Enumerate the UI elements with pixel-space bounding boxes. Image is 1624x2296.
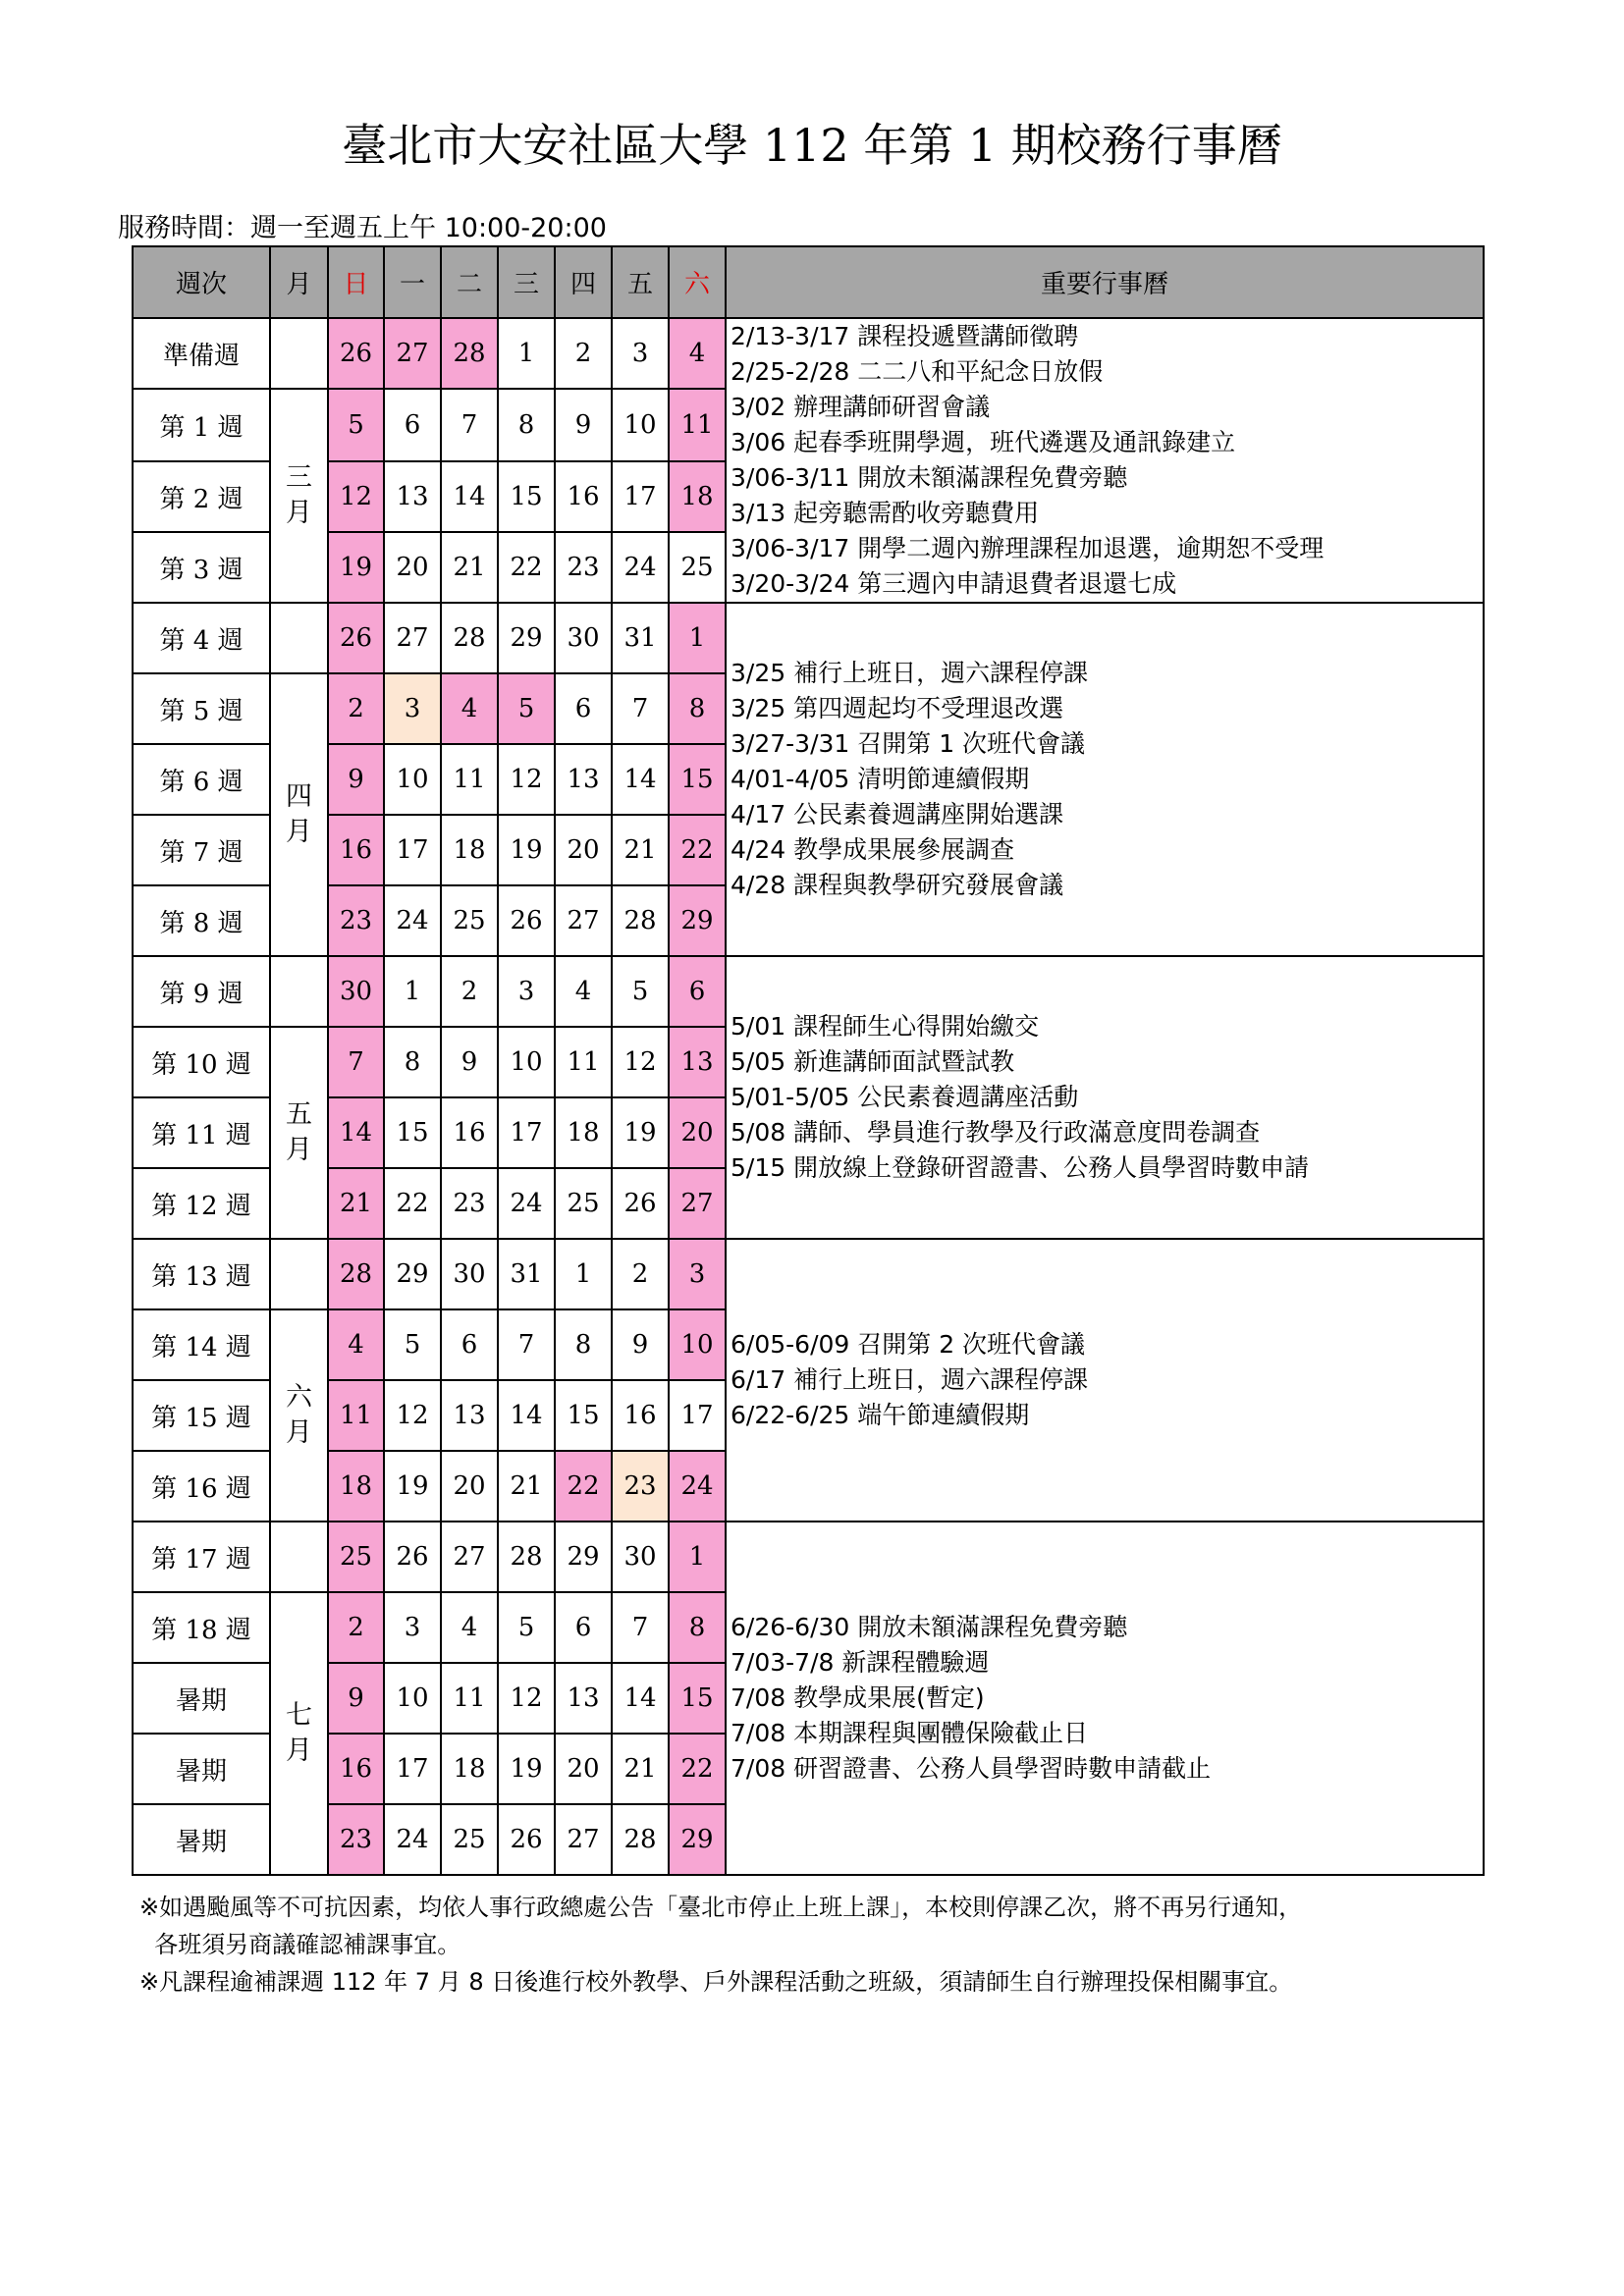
day-cell: 28 (498, 1522, 555, 1592)
month-char: 月 (286, 1135, 312, 1165)
day-cell: 27 (555, 1804, 612, 1875)
day-cell: 7 (612, 673, 669, 744)
day-cell: 19 (612, 1097, 669, 1168)
event-line: 3/13 起旁聽需酌收旁聽費用 (731, 499, 1040, 527)
header-saturday: 六 (669, 246, 726, 318)
day-cell: 25 (441, 1804, 498, 1875)
header-sunday: 日 (328, 246, 384, 318)
day-cell: 11 (328, 1380, 384, 1451)
events-cell (726, 956, 1484, 1239)
event-line: 3/02 辦理講師研習會議 (731, 393, 991, 421)
day-cell: 13 (669, 1027, 726, 1097)
month-char: 四 (286, 781, 312, 812)
event-line: 3/20-3/24 第三週內申請退費者退還七成 (731, 569, 1177, 598)
day-cell: 1 (669, 603, 726, 673)
day-cell: 4 (669, 318, 726, 389)
month-label (270, 1592, 328, 1875)
day-cell: 16 (555, 461, 612, 532)
day-cell: 25 (328, 1522, 384, 1592)
week-row (133, 1522, 1484, 1592)
day-cell: 29 (384, 1239, 441, 1309)
day-cell: 22 (669, 815, 726, 885)
day-cell: 21 (612, 815, 669, 885)
day-cell: 19 (328, 532, 384, 603)
week-label: 第 11 週 (133, 1097, 270, 1168)
day-cell: 16 (612, 1380, 669, 1451)
day-cell: 1 (384, 956, 441, 1027)
day-cell: 28 (441, 318, 498, 389)
day-cell: 20 (441, 1451, 498, 1522)
header-week: 週次 (133, 246, 270, 318)
day-cell: 2 (328, 1592, 384, 1663)
event-line: 7/03-7/8 新課程體驗週 (731, 1648, 990, 1677)
day-cell: 24 (384, 885, 441, 956)
week-label: 第 6 週 (133, 744, 270, 815)
day-cell: 27 (384, 318, 441, 389)
week-row (133, 956, 1484, 1027)
header-month: 月 (270, 246, 328, 318)
day-cell: 27 (441, 1522, 498, 1592)
day-cell: 23 (612, 1451, 669, 1522)
day-cell: 9 (441, 1027, 498, 1097)
day-cell: 29 (555, 1522, 612, 1592)
day-cell: 21 (441, 532, 498, 603)
day-cell: 13 (441, 1380, 498, 1451)
day-cell: 19 (498, 1734, 555, 1804)
month-empty (270, 1522, 328, 1592)
week-label: 第 4 週 (133, 603, 270, 673)
day-cell: 9 (328, 1663, 384, 1734)
day-cell: 3 (669, 1239, 726, 1309)
day-cell: 30 (441, 1239, 498, 1309)
day-cell: 30 (612, 1522, 669, 1592)
event-line: 3/06 起春季班開學週，班代遴選及通訊錄建立 (731, 428, 1236, 456)
event-line: 5/01-5/05 公民素養週講座活動 (731, 1083, 1079, 1111)
day-cell: 11 (669, 389, 726, 461)
day-cell: 6 (384, 389, 441, 461)
day-cell: 12 (498, 744, 555, 815)
header-wednesday: 三 (498, 246, 555, 318)
day-cell: 15 (555, 1380, 612, 1451)
day-cell: 21 (328, 1168, 384, 1239)
day-cell: 8 (669, 673, 726, 744)
day-cell: 7 (441, 389, 498, 461)
week-label: 第 1 週 (133, 389, 270, 461)
day-cell: 7 (612, 1592, 669, 1663)
day-cell: 9 (328, 744, 384, 815)
day-cell: 2 (328, 673, 384, 744)
day-cell: 25 (441, 885, 498, 956)
week-label: 第 8 週 (133, 885, 270, 956)
day-cell: 18 (441, 815, 498, 885)
day-cell: 25 (555, 1168, 612, 1239)
day-cell: 28 (612, 1804, 669, 1875)
day-cell: 20 (384, 532, 441, 603)
day-cell: 30 (328, 956, 384, 1027)
day-cell: 27 (669, 1168, 726, 1239)
day-cell: 22 (384, 1168, 441, 1239)
month-label (270, 1027, 328, 1239)
event-line: 5/15 開放線上登錄研習證書、公務人員學習時數申請 (731, 1153, 1310, 1182)
day-cell: 29 (669, 1804, 726, 1875)
day-cell: 17 (612, 461, 669, 532)
day-cell: 6 (555, 1592, 612, 1663)
events-cell (726, 318, 1484, 603)
day-cell: 15 (669, 744, 726, 815)
day-cell: 31 (498, 1239, 555, 1309)
service-hours: 服務時間：週一至週五上午 10:00-20:00 (118, 213, 607, 243)
day-cell: 6 (441, 1309, 498, 1380)
day-cell: 13 (555, 1663, 612, 1734)
day-cell: 5 (384, 1309, 441, 1380)
day-cell: 21 (612, 1734, 669, 1804)
event-line: 4/24 教學成果展參展調查 (731, 835, 1015, 864)
day-cell: 27 (384, 603, 441, 673)
day-cell: 19 (498, 815, 555, 885)
day-cell: 5 (498, 1592, 555, 1663)
event-line: 5/05 新進講師面試暨試教 (731, 1047, 1015, 1076)
week-label: 第 12 週 (133, 1168, 270, 1239)
day-cell: 11 (555, 1027, 612, 1097)
event-line: 3/06-3/17 開學二週內辦理課程加退選，逾期恕不受理 (731, 534, 1325, 562)
note-insurance: ※凡課程逾補課週 112 年 7 月 8 日後進行校外教學、戶外課程活動之班級，須請師生自行辦理投保相關事宜。 (139, 1968, 1293, 1996)
day-cell: 8 (498, 389, 555, 461)
day-cell: 4 (328, 1309, 384, 1380)
day-cell: 7 (328, 1027, 384, 1097)
month-char: 五 (286, 1099, 312, 1130)
day-cell: 17 (498, 1097, 555, 1168)
month-label (270, 389, 328, 603)
day-cell: 10 (384, 744, 441, 815)
day-cell: 4 (441, 1592, 498, 1663)
day-cell: 26 (328, 603, 384, 673)
day-cell: 28 (612, 885, 669, 956)
week-label: 第 14 週 (133, 1309, 270, 1380)
header-row (133, 246, 1484, 318)
event-line: 2/25-2/28 二二八和平紀念日放假 (731, 357, 1104, 386)
month-empty (270, 956, 328, 1027)
day-cell: 23 (328, 1804, 384, 1875)
week-label: 第 18 週 (133, 1592, 270, 1663)
month-char: 三 (286, 462, 312, 493)
day-cell: 14 (612, 744, 669, 815)
day-cell: 16 (328, 1734, 384, 1804)
day-cell: 23 (441, 1168, 498, 1239)
day-cell: 9 (555, 389, 612, 461)
day-cell: 22 (555, 1451, 612, 1522)
event-line: 6/05-6/09 召開第 2 次班代會議 (731, 1330, 1086, 1359)
day-cell: 29 (669, 885, 726, 956)
day-cell: 31 (612, 603, 669, 673)
event-line: 6/26-6/30 開放未額滿課程免費旁聽 (731, 1613, 1128, 1641)
notes (139, 1889, 1302, 2001)
day-cell: 11 (441, 1663, 498, 1734)
week-label: 第 13 週 (133, 1239, 270, 1309)
week-label: 第 9 週 (133, 956, 270, 1027)
week-label: 暑期 (133, 1734, 270, 1804)
event-line: 5/08 講師、學員進行教學及行政滿意度問卷調查 (731, 1118, 1261, 1147)
week-label: 暑期 (133, 1663, 270, 1734)
event-line: 3/06-3/11 開放未額滿課程免費旁聽 (731, 463, 1128, 492)
day-cell: 3 (384, 673, 441, 744)
week-label: 第 17 週 (133, 1522, 270, 1592)
event-line: 2/13-3/17 課程投遞暨講師徵聘 (731, 322, 1079, 350)
calendar-body (133, 318, 1484, 1875)
event-line: 4/28 課程與教學研究發展會議 (731, 871, 1064, 899)
week-label: 暑期 (133, 1804, 270, 1875)
day-cell: 8 (555, 1309, 612, 1380)
day-cell: 5 (498, 673, 555, 744)
day-cell: 13 (555, 744, 612, 815)
day-cell: 29 (498, 603, 555, 673)
day-cell: 26 (384, 1522, 441, 1592)
day-cell: 3 (612, 318, 669, 389)
week-label: 第 10 週 (133, 1027, 270, 1097)
week-row (133, 603, 1484, 673)
day-cell: 5 (328, 389, 384, 461)
header-thursday: 四 (555, 246, 612, 318)
event-line: 5/01 課程師生心得開始繳交 (731, 1012, 1040, 1041)
week-label: 第 16 週 (133, 1451, 270, 1522)
day-cell: 15 (498, 461, 555, 532)
week-label: 第 2 週 (133, 461, 270, 532)
day-cell: 20 (669, 1097, 726, 1168)
day-cell: 23 (328, 885, 384, 956)
day-cell: 14 (441, 461, 498, 532)
week-label: 準備週 (133, 318, 270, 389)
day-cell: 24 (384, 1804, 441, 1875)
day-cell: 12 (328, 461, 384, 532)
day-cell: 24 (498, 1168, 555, 1239)
events-cell (726, 1239, 1484, 1522)
header-events: 重要行事曆 (726, 246, 1484, 318)
day-cell: 17 (384, 1734, 441, 1804)
day-cell: 18 (669, 461, 726, 532)
month-char: 月 (286, 1735, 312, 1766)
event-line: 7/08 教學成果展(暫定) (731, 1683, 985, 1712)
day-cell: 13 (384, 461, 441, 532)
day-cell: 18 (328, 1451, 384, 1522)
day-cell: 26 (498, 885, 555, 956)
day-cell: 10 (384, 1663, 441, 1734)
week-row (133, 1239, 1484, 1309)
day-cell: 3 (498, 956, 555, 1027)
day-cell: 4 (555, 956, 612, 1027)
day-cell: 1 (498, 318, 555, 389)
day-cell: 16 (441, 1097, 498, 1168)
event-line: 7/08 研習證書、公務人員學習時數申請截止 (731, 1754, 1212, 1783)
day-cell: 10 (612, 389, 669, 461)
day-cell: 28 (328, 1239, 384, 1309)
day-cell: 10 (669, 1309, 726, 1380)
day-cell: 18 (555, 1097, 612, 1168)
week-label: 第 3 週 (133, 532, 270, 603)
day-cell: 7 (498, 1309, 555, 1380)
day-cell: 6 (555, 673, 612, 744)
day-cell: 2 (555, 318, 612, 389)
week-row (133, 318, 1484, 389)
day-cell: 12 (384, 1380, 441, 1451)
day-cell: 1 (555, 1239, 612, 1309)
day-cell: 17 (669, 1380, 726, 1451)
day-cell: 28 (441, 603, 498, 673)
day-cell: 10 (498, 1027, 555, 1097)
day-cell: 14 (612, 1663, 669, 1734)
day-cell: 26 (612, 1168, 669, 1239)
month-char: 月 (286, 1417, 312, 1448)
page-title: 臺北市大安社區大學 112 年第 1 期校務行事曆 (342, 119, 1282, 172)
day-cell: 2 (612, 1239, 669, 1309)
day-cell: 9 (612, 1309, 669, 1380)
note-typhoon: ※如遇颱風等不可抗因素，均依人事行政總處公告「臺北市停止上班上課」，本校則停課乙次，將不再另行通知， (139, 1894, 1303, 1921)
event-line: 6/22-6/25 端午節連續假期 (731, 1401, 1030, 1429)
events-cell (726, 1522, 1484, 1875)
note-typhoon-cont: 各班須另商議確認補課事宜。 (139, 1931, 461, 1958)
day-cell: 20 (555, 1734, 612, 1804)
event-line: 4/01-4/05 清明節連續假期 (731, 765, 1030, 793)
day-cell: 22 (669, 1734, 726, 1804)
day-cell: 15 (384, 1097, 441, 1168)
day-cell: 8 (669, 1592, 726, 1663)
day-cell: 12 (612, 1027, 669, 1097)
event-line: 3/27-3/31 召開第 1 次班代會議 (731, 729, 1086, 758)
day-cell: 21 (498, 1451, 555, 1522)
day-cell: 1 (669, 1522, 726, 1592)
day-cell: 5 (612, 956, 669, 1027)
event-line: 3/25 補行上班日，週六課程停課 (731, 659, 1089, 687)
month-empty (270, 318, 328, 389)
day-cell: 24 (612, 532, 669, 603)
events-cell (726, 603, 1484, 956)
month-label (270, 673, 328, 956)
header-friday: 五 (612, 246, 669, 318)
day-cell: 4 (441, 673, 498, 744)
day-cell: 26 (328, 318, 384, 389)
day-cell: 26 (498, 1804, 555, 1875)
month-char: 月 (286, 817, 312, 847)
event-line: 6/17 補行上班日，週六課程停課 (731, 1365, 1089, 1394)
event-line: 3/25 第四週起均不受理退改選 (731, 694, 1064, 722)
header-tuesday: 二 (441, 246, 498, 318)
day-cell: 8 (384, 1027, 441, 1097)
day-cell: 15 (669, 1663, 726, 1734)
month-empty (270, 603, 328, 673)
month-char: 月 (286, 498, 312, 528)
header-monday: 一 (384, 246, 441, 318)
month-label (270, 1309, 328, 1522)
day-cell: 14 (328, 1097, 384, 1168)
day-cell: 12 (498, 1663, 555, 1734)
event-line: 4/17 公民素養週講座開始選課 (731, 800, 1064, 828)
month-empty (270, 1239, 328, 1309)
month-char: 七 (286, 1700, 312, 1731)
week-label: 第 7 週 (133, 815, 270, 885)
day-cell: 17 (384, 815, 441, 885)
day-cell: 23 (555, 532, 612, 603)
day-cell: 2 (441, 956, 498, 1027)
week-label: 第 5 週 (133, 673, 270, 744)
day-cell: 24 (669, 1451, 726, 1522)
day-cell: 14 (498, 1380, 555, 1451)
month-char: 六 (286, 1382, 312, 1413)
day-cell: 19 (384, 1451, 441, 1522)
calendar-table (132, 245, 1485, 1876)
day-cell: 16 (328, 815, 384, 885)
day-cell: 30 (555, 603, 612, 673)
day-cell: 18 (441, 1734, 498, 1804)
day-cell: 27 (555, 885, 612, 956)
week-label: 第 15 週 (133, 1380, 270, 1451)
day-cell: 22 (498, 532, 555, 603)
day-cell: 11 (441, 744, 498, 815)
day-cell: 20 (555, 815, 612, 885)
day-cell: 3 (384, 1592, 441, 1663)
day-cell: 25 (669, 532, 726, 603)
day-cell: 6 (669, 956, 726, 1027)
event-line: 7/08 本期課程與團體保險截止日 (731, 1719, 1089, 1747)
